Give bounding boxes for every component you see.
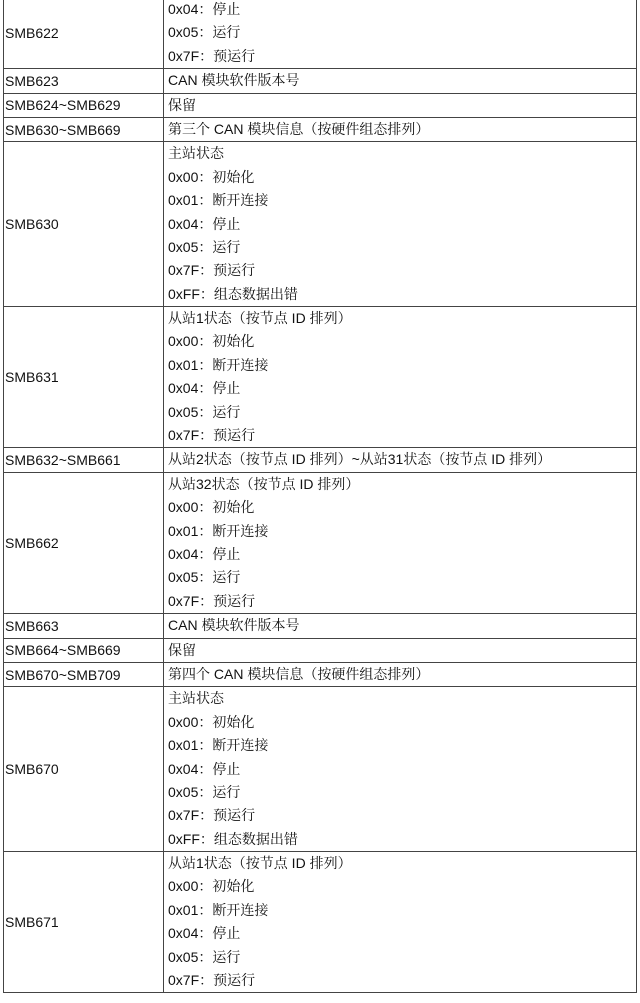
table-row xyxy=(4,638,637,662)
register-description-cell xyxy=(164,307,637,448)
description-line: 从站1状态（按节点 ID 排列） xyxy=(168,310,352,327)
smb-register-table xyxy=(3,0,637,993)
description-line: 0x7F：预运行 xyxy=(168,262,256,279)
register-address-cell: SMB622 xyxy=(4,0,164,69)
description-line: 0x01：断开连接 xyxy=(168,522,269,539)
register-address-cell: SMB623 xyxy=(4,69,164,93)
register-address-cell: SMB632~SMB661 xyxy=(4,448,164,472)
description-line: 主站状态 xyxy=(168,690,224,707)
table-row xyxy=(4,117,637,141)
table-row xyxy=(4,93,637,117)
description-line: 0x04：停止 xyxy=(168,380,241,397)
register-description-cell xyxy=(164,687,637,852)
table-row xyxy=(4,307,637,448)
register-description-cell xyxy=(164,448,637,472)
register-address-cell: SMB630~SMB669 xyxy=(4,117,164,141)
register-address-cell: SMB662 xyxy=(4,472,164,613)
description-line: 0x7F：预运行 xyxy=(168,592,256,609)
register-address-cell: SMB664~SMB669 xyxy=(4,638,164,662)
table-row xyxy=(4,142,637,307)
description-line: 0xFF：组态数据出错 xyxy=(168,830,298,847)
description-line: 0x00：初始化 xyxy=(168,878,255,895)
table-row xyxy=(4,472,637,613)
register-address-cell: SMB624~SMB629 xyxy=(4,93,164,117)
register-description-cell xyxy=(164,117,637,141)
table-row xyxy=(4,448,637,472)
description-line: 0xFF：组态数据出错 xyxy=(168,285,298,302)
register-description-cell xyxy=(164,638,637,662)
description-line: 0x01：断开连接 xyxy=(168,356,269,373)
description-line: 0x04：停止 xyxy=(168,760,241,777)
description-line: 0x7F：预运行 xyxy=(168,427,256,444)
description-line: 0x7F：预运行 xyxy=(168,807,256,824)
description-line: 0x01：断开连接 xyxy=(168,192,269,209)
register-description-cell xyxy=(164,69,637,93)
description-line: 0x05：运行 xyxy=(168,238,241,255)
register-address-cell: SMB663 xyxy=(4,614,164,638)
register-description-cell xyxy=(164,142,637,307)
description-line: CAN 模块软件版本号 xyxy=(168,617,300,634)
description-line: 0x00：初始化 xyxy=(168,333,255,350)
description-line: 从站1状态（按节点 ID 排列） xyxy=(168,855,352,872)
description-line: 主站状态 xyxy=(168,145,224,162)
table-row xyxy=(4,69,637,93)
description-line: 0x00：初始化 xyxy=(168,168,255,185)
register-address-cell: SMB671 xyxy=(4,852,164,993)
description-line: 保留 xyxy=(168,96,196,113)
description-line: 从站2状态（按节点 ID 排列）~从站31状态（按节点 ID 排列） xyxy=(168,451,552,468)
register-description-cell xyxy=(164,472,637,613)
description-line: 0x04：停止 xyxy=(168,545,241,562)
description-line: 0x05：运行 xyxy=(168,948,241,965)
register-address-cell: SMB670~SMB709 xyxy=(4,662,164,686)
description-line: 第四个 CAN 模块信息（按硬件组态排列） xyxy=(168,665,430,682)
description-line: 0x7F：预运行 xyxy=(168,972,256,989)
register-description-cell xyxy=(164,662,637,686)
description-line: 0x01：断开连接 xyxy=(168,901,269,918)
description-line: 0x04：停止 xyxy=(168,925,241,942)
register-description-cell xyxy=(164,852,637,993)
description-line: 0x05：运行 xyxy=(168,403,241,420)
description-line: 0x05：运行 xyxy=(168,24,241,41)
table-row xyxy=(4,852,637,993)
description-line: 0x7F：预运行 xyxy=(168,47,256,64)
description-line: 第三个 CAN 模块信息（按硬件组态排列） xyxy=(168,120,430,137)
table-row xyxy=(4,0,637,69)
register-description-cell xyxy=(164,614,637,638)
table-row xyxy=(4,614,637,638)
description-line: 从站32状态（按节点 ID 排列） xyxy=(168,475,360,492)
register-description-cell xyxy=(164,0,637,69)
description-line: 0x00：初始化 xyxy=(168,713,255,730)
register-address-cell: SMB631 xyxy=(4,307,164,448)
description-line: 0x00：初始化 xyxy=(168,499,255,516)
register-description-cell xyxy=(164,93,637,117)
description-line: 0x04：停止 xyxy=(168,215,241,232)
register-address-cell: SMB630 xyxy=(4,142,164,307)
register-address-cell: SMB670 xyxy=(4,687,164,852)
description-line: 0x05：运行 xyxy=(168,569,241,586)
table-row xyxy=(4,662,637,686)
description-line: 保留 xyxy=(168,641,196,658)
description-line: 0x05：运行 xyxy=(168,783,241,800)
description-line: 0x04：停止 xyxy=(168,1,241,17)
table-row xyxy=(4,687,637,852)
description-line: 0x01：断开连接 xyxy=(168,737,269,754)
table-body xyxy=(4,0,637,993)
description-line: CAN 模块软件版本号 xyxy=(168,72,300,89)
